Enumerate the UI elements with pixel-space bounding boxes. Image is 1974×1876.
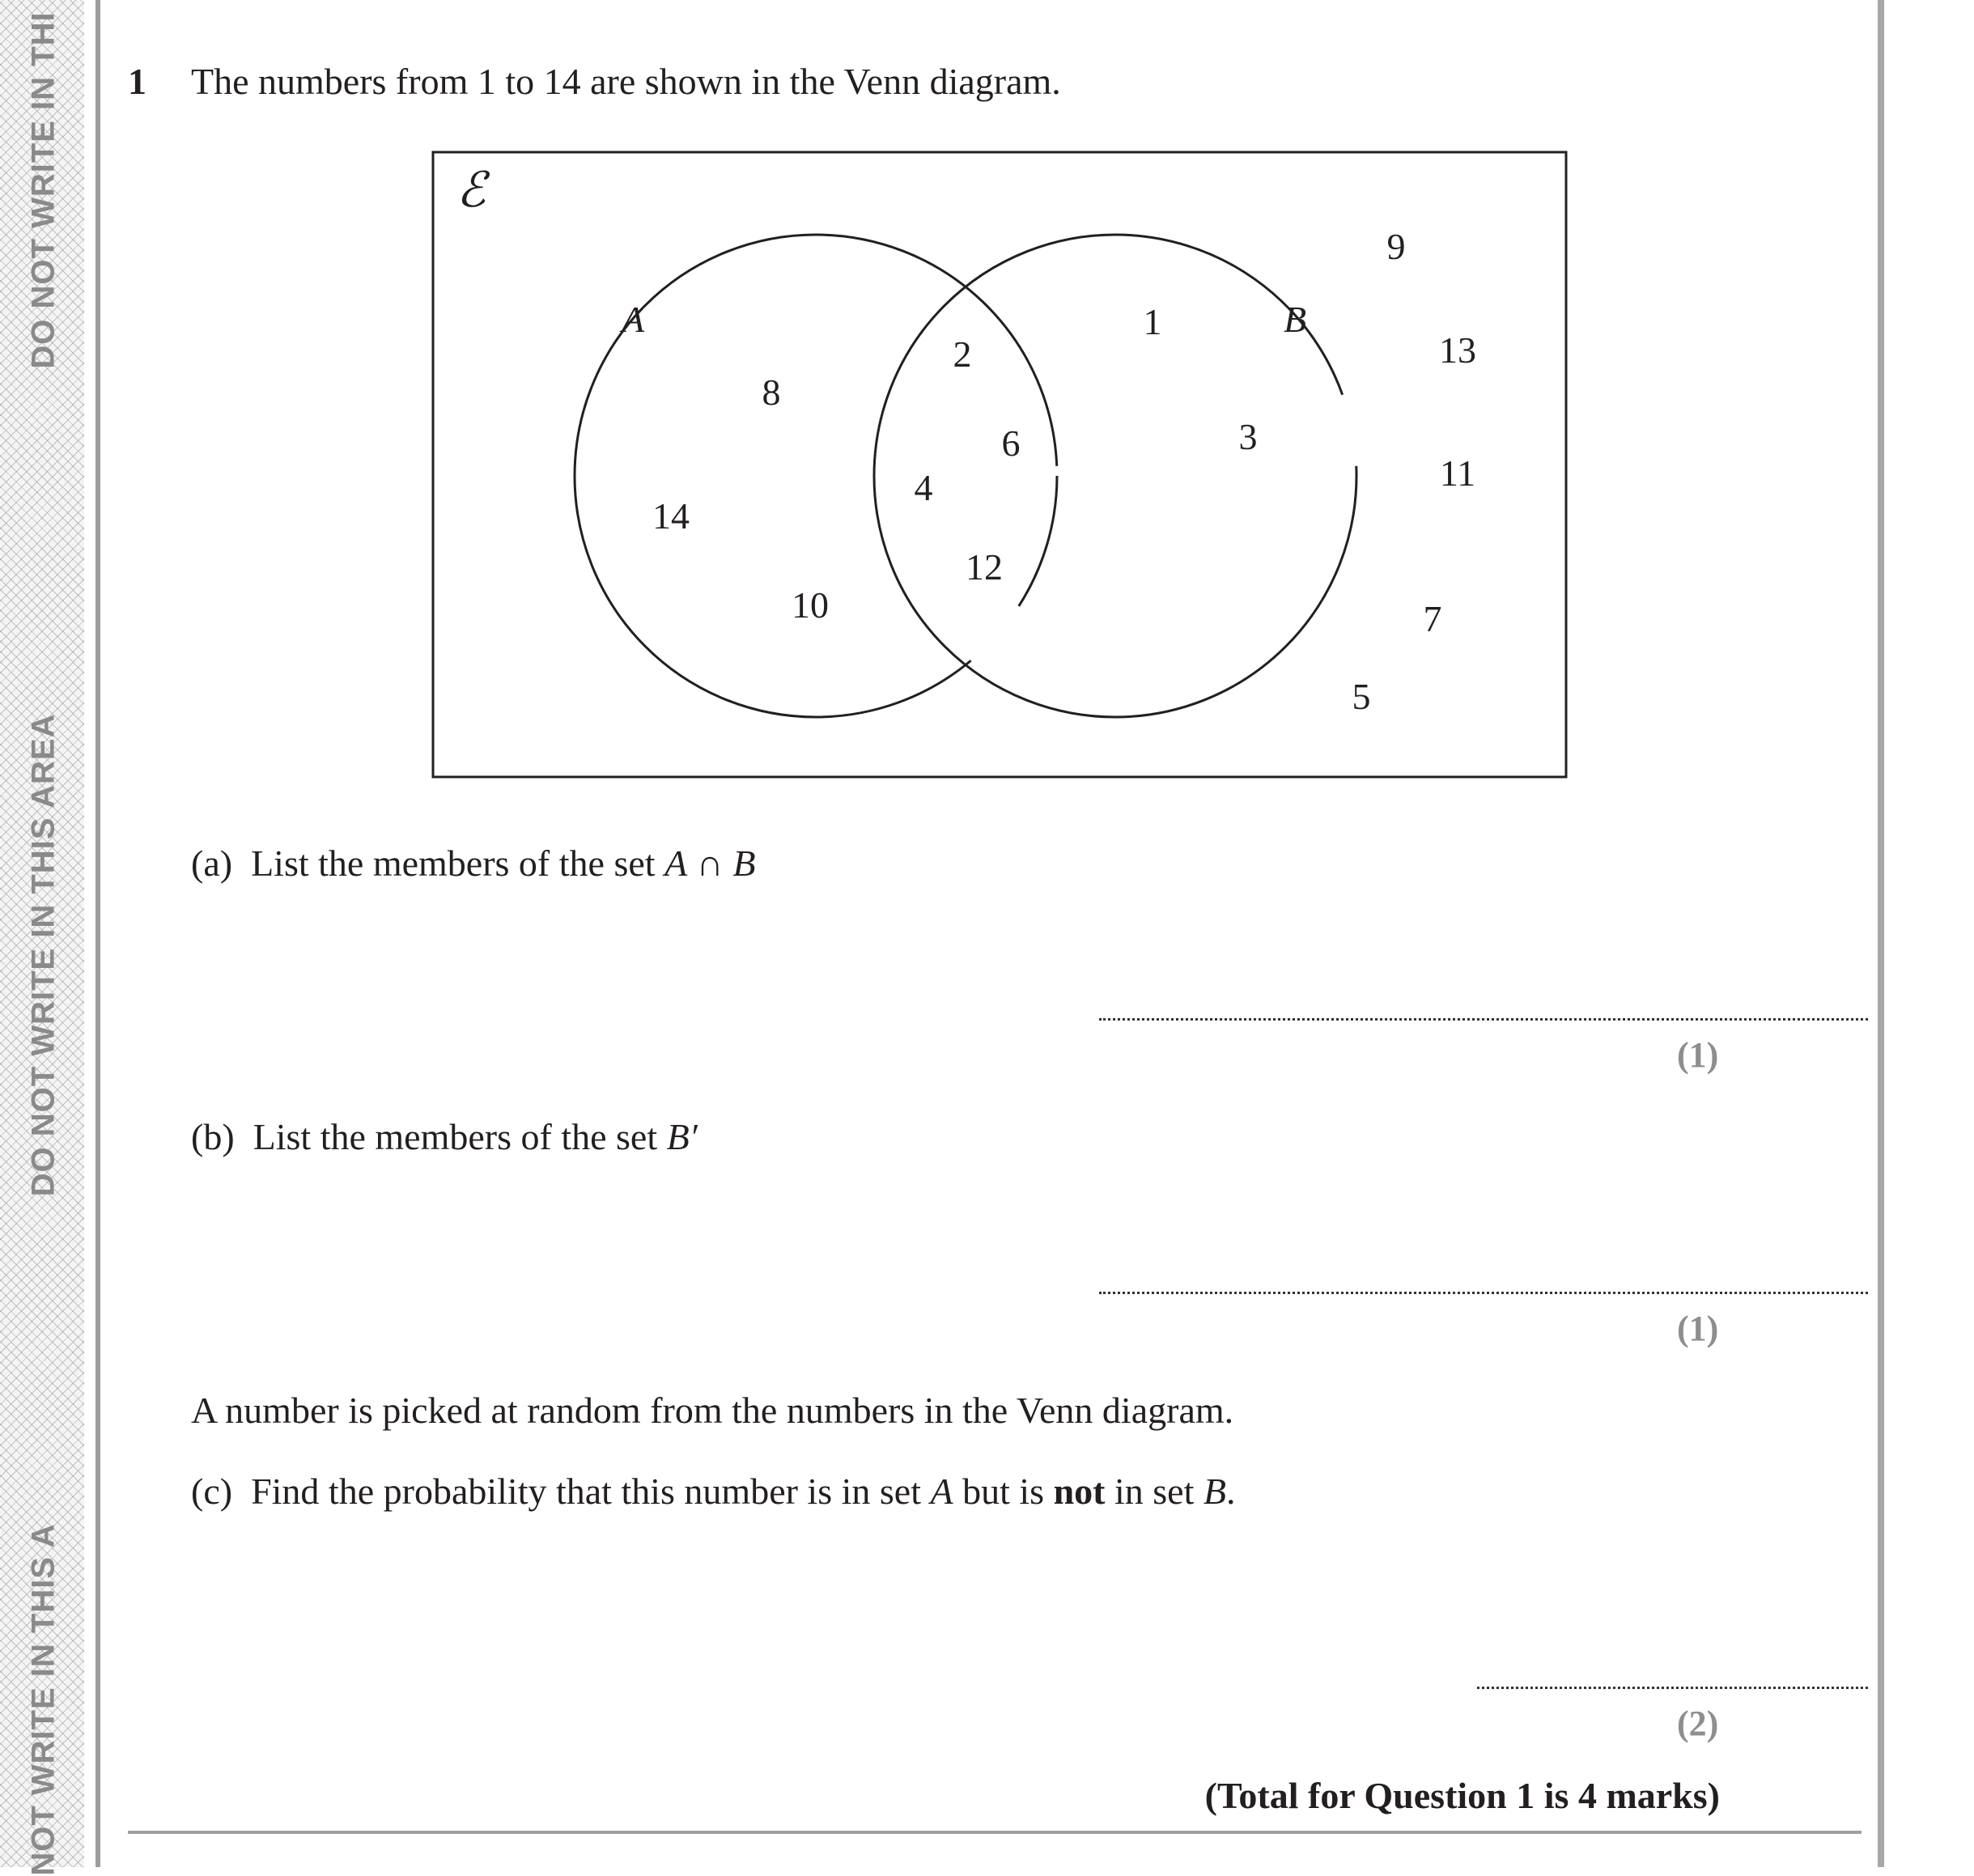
- venn-number: 5: [1352, 676, 1371, 717]
- part-a-marks: (1): [1677, 1035, 1719, 1075]
- set-b-label: B: [1283, 299, 1307, 340]
- venn-number: 3: [1238, 416, 1258, 457]
- venn-number: 8: [762, 371, 781, 413]
- part-c-answer-line[interactable]: [1477, 1687, 1868, 1689]
- part-b-marks: (1): [1677, 1309, 1719, 1348]
- context-text: A number is picked at random from the numbers in the Venn diagram.: [191, 1390, 1234, 1431]
- venn-number: 12: [966, 546, 1003, 588]
- bottom-rule: [128, 1831, 1862, 1834]
- venn-diagram: [0, 0, 1974, 809]
- venn-number: 4: [914, 467, 933, 508]
- total-marks: (Total for Question 1 is 4 marks): [1204, 1775, 1720, 1816]
- part-b-label: (b): [191, 1116, 235, 1157]
- set-a-circle: [575, 235, 1057, 717]
- part-c-marks: (2): [1677, 1704, 1719, 1743]
- part-a-answer-line[interactable]: [1099, 1018, 1868, 1021]
- venn-number: 1: [1143, 301, 1162, 342]
- set-a-label: A: [621, 299, 645, 340]
- venn-number: 13: [1439, 329, 1476, 371]
- part-a-question: (a) List the members of the set A ∩ B: [191, 843, 756, 884]
- part-a-label: (a): [191, 843, 233, 884]
- part-b-question: (b) List the members of the set B′: [191, 1116, 698, 1157]
- venn-number: 9: [1386, 226, 1406, 267]
- venn-number: 14: [652, 495, 690, 537]
- venn-number: 2: [953, 333, 972, 375]
- universal-set-symbol: ℰ: [456, 163, 486, 217]
- part-b-answer-line[interactable]: [1099, 1292, 1868, 1294]
- venn-number: 10: [792, 584, 829, 626]
- part-c-label: (c): [191, 1471, 233, 1512]
- question-intro: The numbers from 1 to 14 are shown in the Venn diagram.: [191, 61, 1061, 102]
- question-number: 1: [128, 61, 146, 102]
- venn-number: 11: [1439, 452, 1476, 494]
- venn-number: 6: [1001, 422, 1021, 464]
- venn-number: 7: [1423, 598, 1442, 639]
- part-c-question: (c) Find the probability that this number is in set A but is not in set B.: [191, 1471, 1236, 1512]
